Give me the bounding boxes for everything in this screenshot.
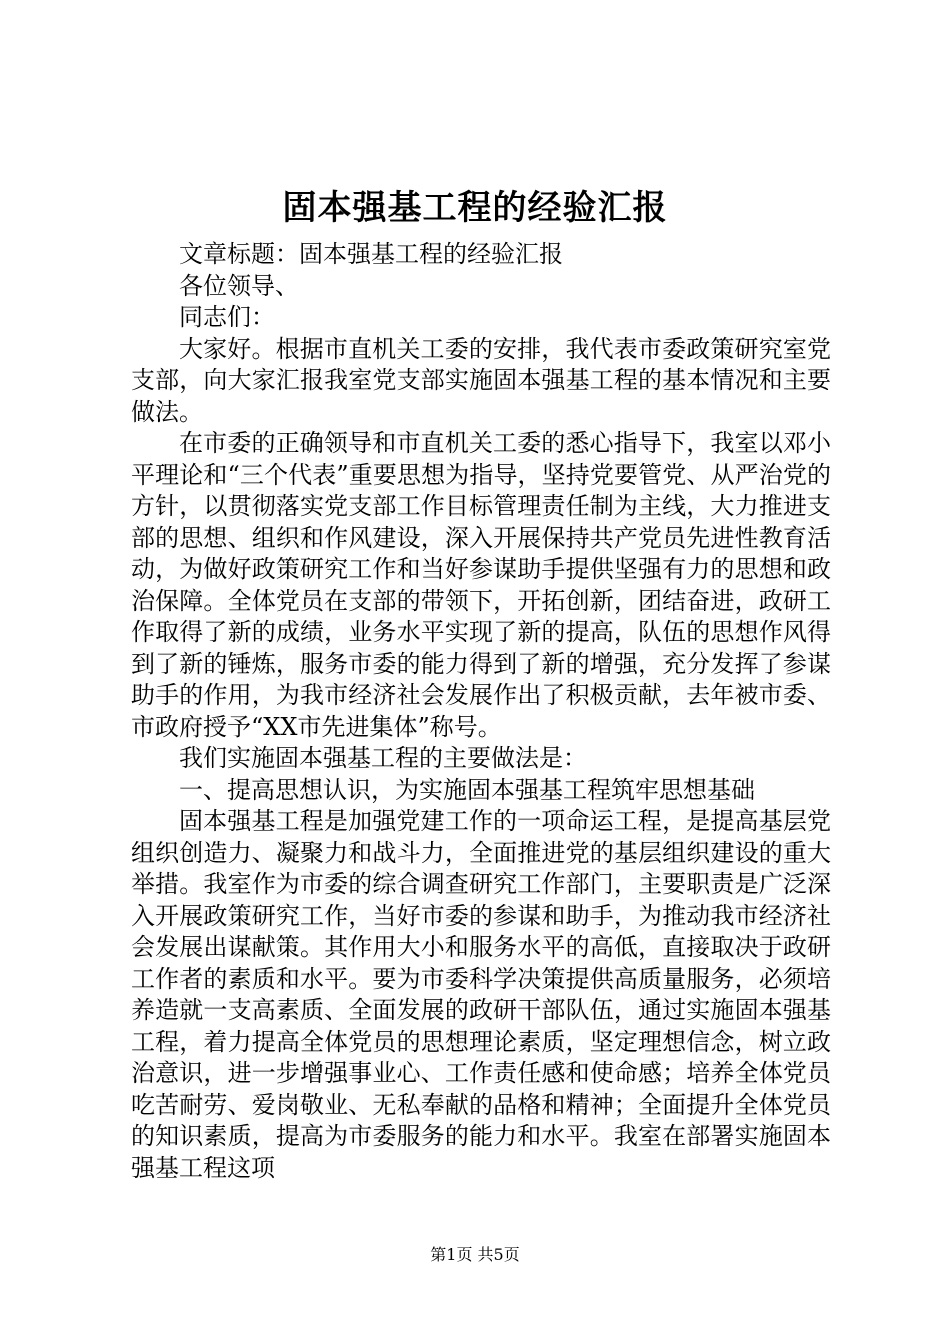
paragraph-main-practices: 我们实施固本强基工程的主要做法是： [179,744,587,772]
paragraph-section-1: 固本强基工程是加强党建工作的一项命运工程，是提高基层党组织创造力、凝聚力和战斗力，全面推进党的基层组织建设的重大举措。我室作为市委的综合调查研究工作部门，主要职责是广泛深入开展政策研究工作，当好市委的参谋和助手，为推动我市经济社会发展出谋献策。其作用大小和服务水平的高低，直接取决于政研工作者的素质和水平。要为市委科学决策提供高质量服务，必须培养造就一支高素质、全面发展的政研干部队伍，通过实施固本强基工程，着力提高全体党员的思想理论素质，坚定理想信念，树立政治意识，进一步增强事业心、工作责任感和使命感；培养全体党员吃苦耐劳、爱岗敬业、无私奉献的品格和精神；全面提升全体党员的知识素质，提高为市委服务的能力和水平。我室在部署实施固本强基工程这项 [131,807,831,1182]
document-body [131,239,831,1184]
document-title: 固本强基工程的经验汇报 [282,188,668,228]
paragraph-achievements: 在市委的正确领导和市直机关工委的悉心指导下，我室以邓小平理论和“三个代表”重要思想为指导，坚持党要管党、从严治党的方针，以贯彻落实党支部工作目标管理责任制为主线，大力推进支部的思想、组织和作风建设，深入开展保持共产党员先进性教育活动，为做好政策研究工作和当好参谋助手提供坚强有力的思想和政治保障。全体党员在支部的带领下，开拓创新，团结奋进，政研工作取得了新的成绩，业务水平实现了新的提高，队伍的思想作风得到了新的锤炼，服务市委的能力得到了新的增强，充分发挥了参谋助手的作用，为我市经济社会发展作出了积极贡献，去年被市委、市政府授予“XX市先进集体”称号。 [131,429,831,741]
paragraph-intro: 大家好。根据市直机关工委的安排，我代表市委政策研究室党支部，向大家汇报我室党支部实施固本强基工程的基本情况和主要做法。 [131,334,831,426]
paragraph-salutation-comrades: 同志们： [179,303,275,331]
paragraph-article-title: 文章标题：固本强基工程的经验汇报 [179,240,563,268]
paragraph-salutation-leaders: 各位领导、 [179,271,299,300]
page-footer: 第1页 共5页 [430,1245,520,1264]
section-heading-1: 一、提高思想认识，为实施固本强基工程筑牢思想基础 [179,775,755,804]
